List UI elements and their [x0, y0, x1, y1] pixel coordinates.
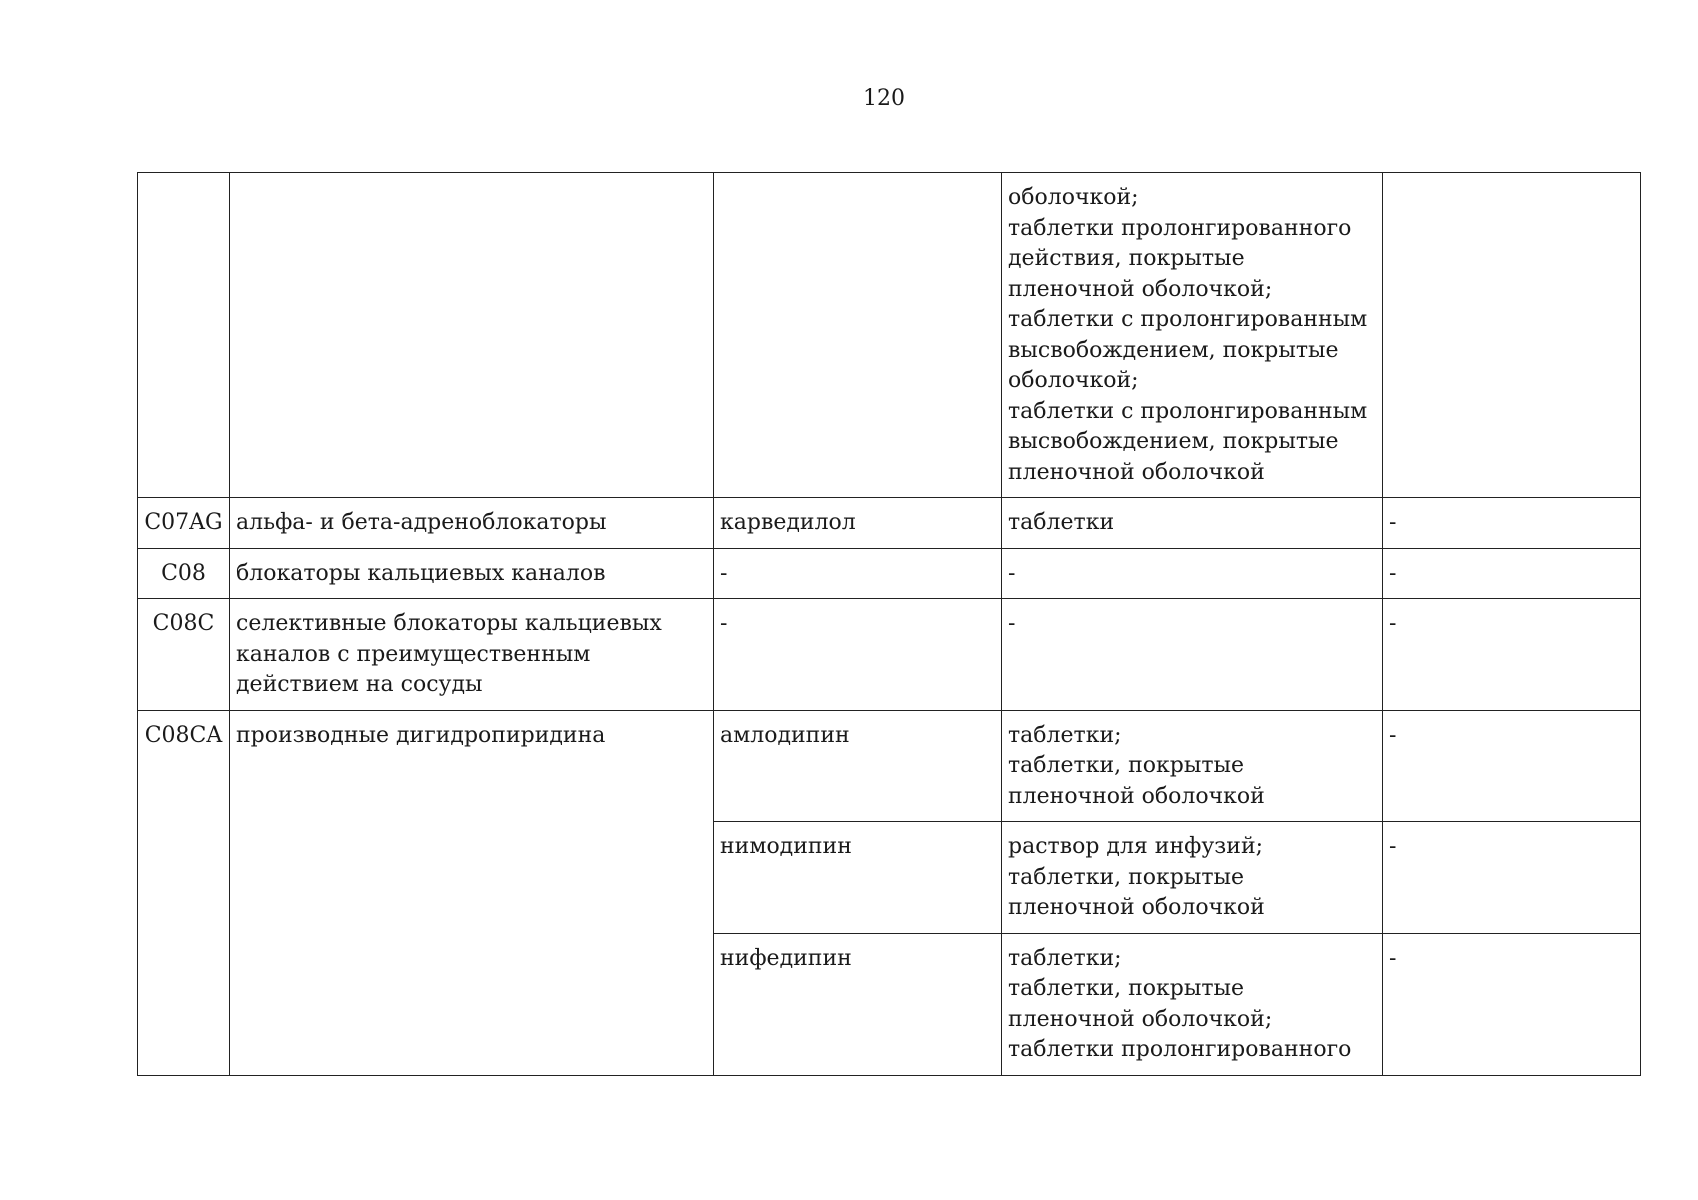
- dosage-forms-cell: -: [1002, 548, 1383, 599]
- atc-code-cell: C08C: [138, 599, 230, 711]
- group-cell: блокаторы кальциевых каналов: [230, 548, 714, 599]
- substance-cell: нимодипин: [714, 822, 1002, 934]
- table-row: [138, 599, 1641, 711]
- table-row: [138, 173, 1641, 498]
- drug-table: [137, 172, 1641, 1076]
- dosage-forms-cell: оболочкой; таблетки пролонгированного действия, покрытые пленочной оболочкой; таблетки с пролонгированным высвобождением, покрытые оболочкой; таблетки с пролонгированным высвобождением, покрытые пленочной оболочкой: [1002, 173, 1383, 498]
- group-cell: производные дигидропиридина: [230, 710, 714, 1075]
- note-cell: -: [1383, 822, 1641, 934]
- dosage-forms-cell: раствор для инфузий; таблетки, покрытые пленочной оболочкой: [1002, 822, 1383, 934]
- note-cell: -: [1383, 599, 1641, 711]
- table-row: [138, 498, 1641, 549]
- dosage-forms-cell: таблетки: [1002, 498, 1383, 549]
- atc-code-cell: C07AG: [138, 498, 230, 549]
- atc-code-cell: [138, 173, 230, 498]
- group-cell: [230, 173, 714, 498]
- note-cell: -: [1383, 710, 1641, 822]
- note-cell: -: [1383, 933, 1641, 1075]
- note-cell: -: [1383, 498, 1641, 549]
- substance-cell: -: [714, 548, 1002, 599]
- dosage-forms-cell: -: [1002, 599, 1383, 711]
- table-row: [138, 710, 1641, 822]
- dosage-forms-cell: таблетки; таблетки, покрытые пленочной оболочкой; таблетки пролонгированного: [1002, 933, 1383, 1075]
- substance-cell: амлодипин: [714, 710, 1002, 822]
- substance-cell: карведилол: [714, 498, 1002, 549]
- dosage-forms-cell: таблетки; таблетки, покрытые пленочной оболочкой: [1002, 710, 1383, 822]
- group-cell: селективные блокаторы кальциевых каналов с преимущественным действием на сосуды: [230, 599, 714, 711]
- group-cell: альфа- и бета-адреноблокаторы: [230, 498, 714, 549]
- atc-code-cell: C08: [138, 548, 230, 599]
- note-cell: [1383, 173, 1641, 498]
- substance-cell: [714, 173, 1002, 498]
- substance-cell: нифедипин: [714, 933, 1002, 1075]
- table-row: [138, 548, 1641, 599]
- note-cell: -: [1383, 548, 1641, 599]
- page-number: 120: [863, 86, 905, 111]
- substance-cell: -: [714, 599, 1002, 711]
- atc-code-cell: C08CA: [138, 710, 230, 1075]
